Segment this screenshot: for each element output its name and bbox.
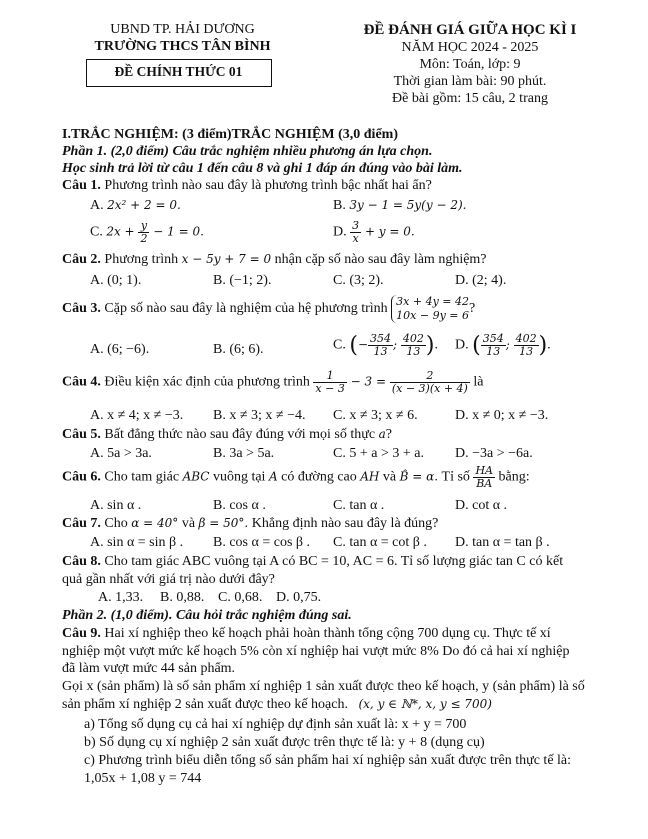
question-9: Câu 9. Hai xí nghiệp theo kế hoạch phải hoàn thành tổng cộng 700 dụng cụ. Thực tế xí (62, 626, 551, 641)
exam-title: ĐỀ ĐÁNH GIÁ GIỮA HỌC KÌ I (363, 22, 577, 38)
part2-title: Phần 2. (1,0 điểm). Câu hỏi trắc nghiệm đúng sai. (62, 608, 352, 623)
q1-option-a: A. 2x² + 2 = 0. (90, 198, 181, 213)
q7-option-c: C. tan α = cot β . (333, 535, 427, 550)
q2-option-d: D. (2; 4). (455, 273, 507, 288)
q4-option-c: C. x ≠ 3; x ≠ 6. (333, 408, 418, 423)
section-title: I.TRẮC NGHIỆM: (3 điểm)TRẮC NGHIỆM (3,0 điểm) (62, 127, 398, 142)
q2-option-b: B. (−1; 2). (213, 273, 272, 288)
q9-statement-c-equation: 1,05x + 1,08 y = 744 (84, 771, 202, 786)
q9-line4: Gọi x (sản phẩm) là số sản phẩm xí nghiệp 1 sản xuất được theo kế hoạch, y (sản phẩm) là số (62, 679, 585, 694)
q9-line2: nghiệp một vượt mức kế hoạch 5% còn xí nghiệp hai vượt mức 8% Do đó cả hai xí nghiệp (62, 644, 570, 659)
q9-statement-c: c) Phương trình biểu diễn tổng số sản phẩm hai xí nghiệp sản xuất được trên thực tế là: (84, 753, 572, 768)
q3-option-b: B. (6; 6). (213, 342, 264, 357)
exam-time: Thời gian làm bài: 90 phút. (393, 74, 547, 89)
q9-statement-a: a) Tổng số dụng cụ cả hai xí nghiệp dự định sản xuất là: x + y = 700 (84, 717, 467, 732)
question-5: Câu 5. Bất đẳng thức nào sau đây đúng với mọi số thực a? (62, 427, 392, 442)
question-6: Câu 6. Cho tam giác ABC vuông tại A có đường cao AH và B̂ = α. Tỉ số $\frac{HA}{BA}$ bằng: (62, 464, 530, 490)
q2-option-a: A. (0; 1). (90, 273, 142, 288)
q4-option-a: A. x ≠ 4; x ≠ −3. (90, 408, 184, 423)
question-7: Câu 7. Cho α = 40° và β = 50°. Khẳng định nào sau đây là đúng? (62, 516, 439, 531)
school-year: NĂM HỌC 2024 - 2025 (401, 40, 539, 55)
question-3: Câu 3. Cặp số nào sau đây là nghiệm của hệ phương trình 3x + 4y = 42 10x − 9y = 6? (62, 295, 476, 322)
q2-option-c: C. (3; 2). (333, 273, 384, 288)
q9-line3: đã làm vượt mức 44 sản phẩm. (62, 661, 236, 676)
part1-title: Phần 1. (2,0 điểm) Câu trắc nghiệm nhiều phương án lựa chọn. (62, 144, 433, 159)
q4-option-b: B. x ≠ 3; x ≠ −4. (213, 408, 306, 423)
q6-option-a: A. sin α . (90, 498, 142, 513)
q1-option-b: B. 3y − 1 = 5y(y − 2). (333, 198, 467, 213)
q3-option-c: C. (− $\frac{354}{13}$ ; $\frac{402}{13}$ ). (333, 332, 438, 358)
q5-option-b: B. 3a > 5a. (213, 446, 275, 461)
q5-option-a: A. 5a > 3a. (90, 446, 152, 461)
q6-option-d: D. cot α . (455, 498, 508, 513)
official-label: ĐỀ CHÍNH THỨC 01 (114, 64, 243, 79)
q5-option-c: C. 5 + a > 3 + a. (333, 446, 424, 461)
q8-option-d: D. 0,75. (276, 590, 322, 605)
question-2: Câu 2. Phương trình x − 5y + 7 = 0 nhận cặp số nào sau đây làm nghiệm? (62, 252, 487, 267)
q8-option-c: C. 0,68. (218, 590, 263, 605)
ubnd-name: UBND TP. HẢI DƯƠNG (110, 22, 255, 37)
q3-option-a: A. (6; −6). (90, 342, 150, 357)
question-8: Câu 8. Cho tam giác ABC vuông tại A có BC = 10, AC = 6. Tỉ số lượng giác tan C có kết (62, 554, 564, 569)
school-name: TRƯỜNG THCS TÂN BÌNH (94, 39, 271, 54)
question-4: Câu 4. Điều kiện xác định của phương trình $\frac{1}{x - 3}$ − 3 = $\frac{2}{(x - 3)(x + 4)}$ là (62, 369, 484, 395)
question-1: Câu 1. Phương trình nào sau đây là phương trình bậc nhất hai ẩn? (62, 178, 432, 193)
q5-option-d: D. −3a > −6a. (455, 446, 533, 461)
q1-option-d: D. $\frac{3}{x}$ + y = 0. (333, 219, 415, 245)
q7-option-b: B. cos α = cos β . (213, 535, 311, 550)
q6-option-b: B. cos α . (213, 498, 266, 513)
q7-option-d: D. tan α = tan β . (455, 535, 550, 550)
question-8-line2: quả gần nhất với giá trị nào dưới đây? (62, 572, 275, 587)
page-count: Đề bài gồm: 15 câu, 2 trang (392, 91, 548, 106)
q3-option-d: D. ( $\frac{354}{13}$ ; $\frac{402}{13}$ ). (455, 332, 551, 358)
q7-option-a: A. sin α = sin β . (90, 535, 184, 550)
q1-option-c: C. 2x + $\frac{y}{2}$ − 1 = 0. (90, 219, 204, 245)
q6-option-c: C. tan α . (333, 498, 385, 513)
subject: Môn: Toán, lớp: 9 (419, 57, 521, 72)
q9-statement-b: b) Số dụng cụ xí nghiệp 2 sản xuất được trên thực tế là: y + 8 (dụng cụ) (84, 735, 485, 750)
q9-line5: sản phẩm xí nghiệp 2 sản xuất được theo kế hoạch. (x, y ∈ ℕ*, x, y ≤ 700) (62, 697, 492, 712)
q8-option-a: A. 1,33. (98, 590, 144, 605)
part1-instructions: Học sinh trả lời từ câu 1 đến câu 8 và ghi 1 đáp án đúng vào bài làm. (62, 161, 463, 176)
q8-option-b: B. 0,88. (160, 590, 205, 605)
q4-option-d: D. x ≠ 0; x ≠ −3. (455, 408, 549, 423)
